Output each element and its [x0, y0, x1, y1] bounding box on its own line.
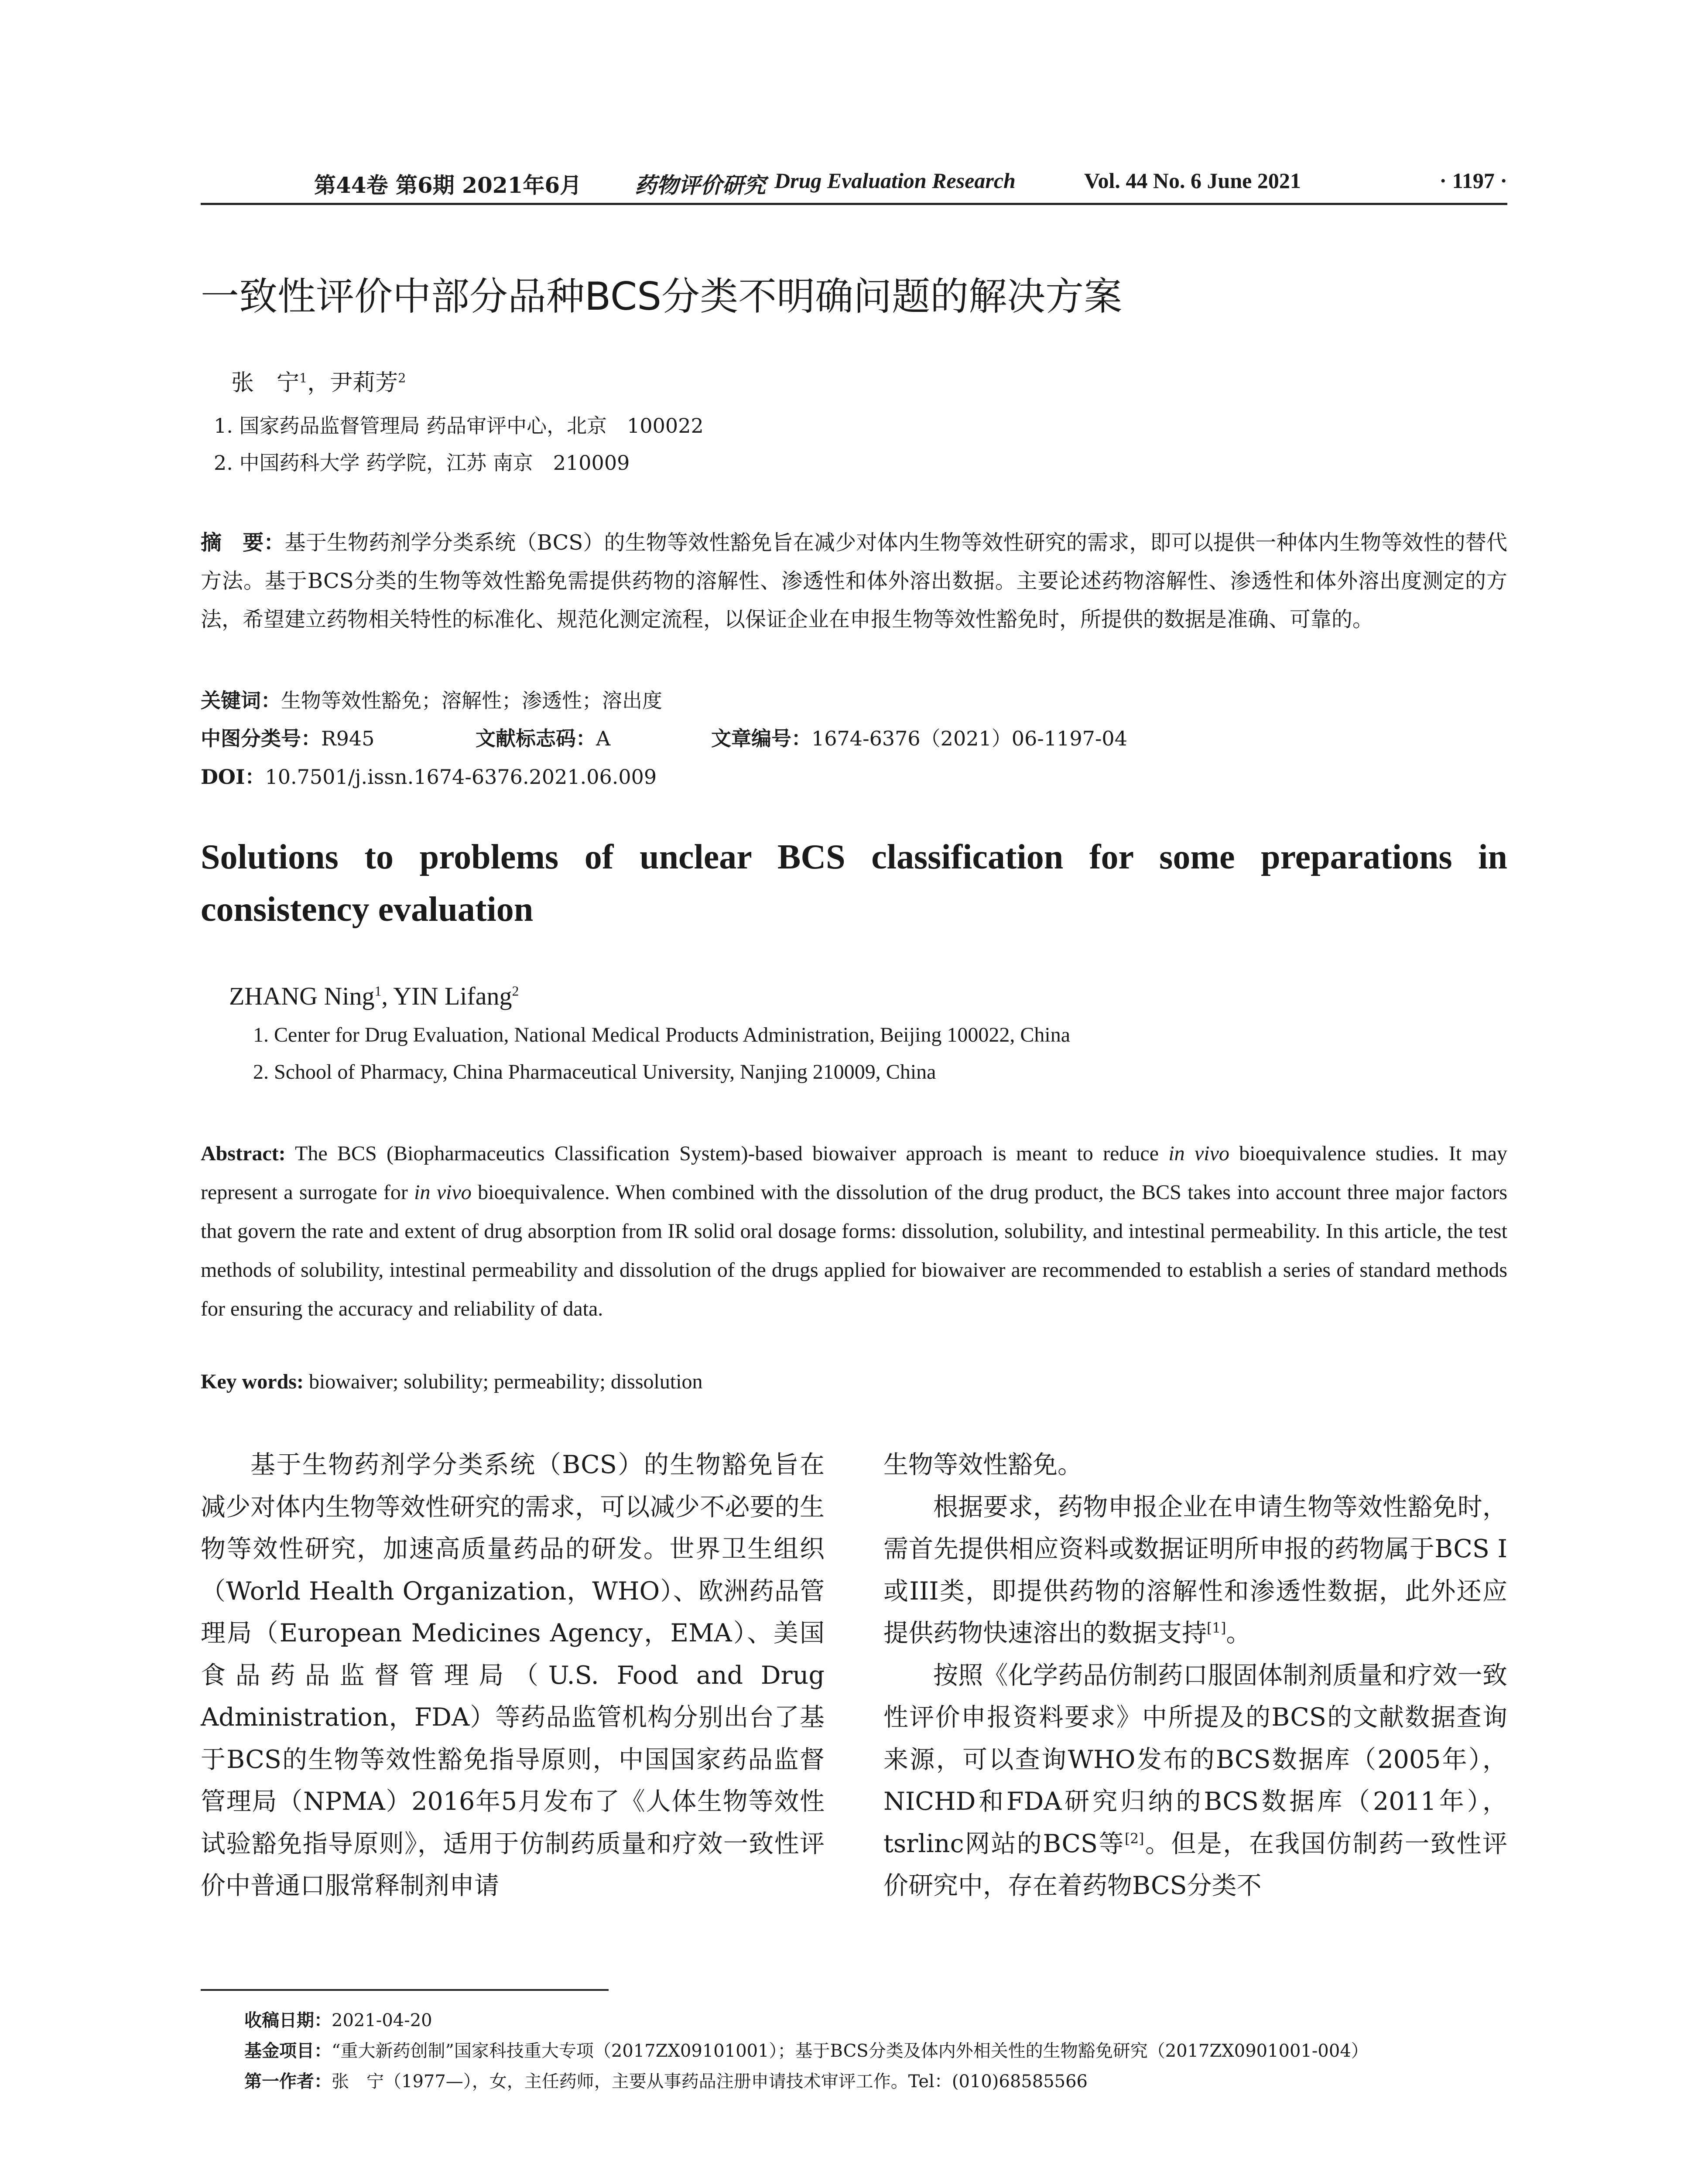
header-volume-cn: 第44卷 第6期 2021年6月	[314, 172, 582, 198]
abstract-en-italic-1: in vivo	[1168, 1142, 1229, 1165]
abstract-en-text-2: bioequivalence studies. It may represent a surrogate for	[201, 1142, 1508, 1204]
doi	[201, 761, 657, 790]
citation-ref: [2]	[1124, 1831, 1144, 1847]
abstract-en-text-3: bioequivalence. When combined with the dissolution of the drug product, the BCS takes into account three major factors that govern the rate and extent of drug absorption from IR solid oral dosage forms: dissolution, solubility, and intestinal permeability. In this article, the test methods of solubility, intestinal permeability and dissolution of the drugs applied for biowaiver are recommended to establish a series of standard methods for ensuring the accuracy and reliability of data.	[201, 1181, 1508, 1320]
body-text-end: 。但是，在我国仿制药一致性评价研究中，存在着药物BCS分类不	[883, 1829, 1507, 1900]
header-volume-en: Vol. 44 No. 6 June 2021	[1084, 168, 1301, 193]
footnote-received-value: 2021-04-20	[332, 2010, 432, 2031]
body-paragraph	[883, 1486, 1507, 1655]
footnote-divider	[201, 1989, 609, 1991]
affiliation-en-1: 1. Center for Drug Evaluation, National Medical Products Administration, Beijing 100022, China	[253, 1023, 1071, 1046]
body-text: 按照《化学药品仿制药口服固体制剂质量和疗效一致性评价申报资料要求》中所提及的BCS的文献数据查询来源，可以查询WHO发布的BCS数据库（2005年），NICHD和FDA研究归纳的BCS数据库（2011年），tsrlinc网站的BCS等	[883, 1661, 1507, 1858]
affiliation-cn-1: 1. 国家药品监督管理局 药品审评中心，北京 100022	[214, 414, 704, 438]
abstract-en-label: Abstract:	[201, 1142, 286, 1165]
clc	[201, 723, 374, 752]
footnote-author-label: 第一作者：	[244, 2071, 332, 2092]
title-en: Solutions to problems of unclear BCS classification for some preparations in consistency evaluation	[201, 838, 1507, 929]
author-en-1-sup: 1	[374, 983, 382, 999]
doc-code	[476, 723, 610, 752]
keywords-cn	[201, 685, 662, 714]
clc-value: R945	[321, 727, 375, 750]
author-sep-en: ,	[381, 982, 394, 1010]
author-cn-1-sup: 1	[299, 370, 308, 386]
keywords-en	[201, 1370, 703, 1394]
footnote-fund	[244, 2037, 1369, 2062]
body-paragraph	[883, 1655, 1507, 1907]
article-number-label: 文章编号：	[711, 727, 811, 750]
abstract-en	[201, 1134, 1507, 1328]
footnote-fund-value: “重大新药创制”国家科技重大专项（2017ZX09101001）；基于BCS分类及体内外相关性的生物豁免研究（2017ZX0901001-004）	[332, 2041, 1369, 2061]
abstract-cn-text: 基于生物药剂学分类系统（BCS）的生物等效性豁免旨在减少对体内生物等效性研究的需求，即可以提供一种体内生物等效性的替代方法。基于BCS分类的生物等效性豁免需提供药物的溶解性、渗透性和体外溶出数据。主要论述药物溶解性、渗透性和体外溶出度测定的方法，希望建立药物相关特性的标准化、规范化测定流程，以保证企业在申报生物等效性豁免时，所提供的数据是准确、可靠的。	[201, 530, 1507, 632]
footnote-received	[244, 2007, 432, 2031]
header-journal-en: Drug Evaluation Research	[774, 168, 1016, 193]
footnote-author-value: 张 宁（1977—），女，主任药师，主要从事药品注册申请技术审评工作。Tel：(010)68585566	[332, 2072, 1088, 2092]
title-cn: 一致性评价中部分品种BCS分类不明确问题的解决方案	[201, 274, 1123, 319]
footnote-fund-label: 基金项目：	[244, 2041, 332, 2061]
author-cn-2: 尹莉芳	[330, 370, 398, 396]
body-text-end: 。	[1226, 1619, 1251, 1648]
abstract-cn	[201, 523, 1507, 639]
body-paragraph-continued: 生物等效性豁免。	[883, 1450, 1082, 1479]
doc-code-label: 文献标志码：	[476, 727, 596, 750]
authors-en	[229, 981, 519, 1011]
author-en-1: ZHANG Ning	[229, 982, 375, 1010]
running-header	[201, 168, 1507, 205]
body-paragraph: 基于生物药剂学分类系统（BCS）的生物豁免旨在减少对体内生物等效性研究的需求，可以减少不必要的生物等效性研究，加速高质量药品的研发。世界卫生组织（World Health Organization，WHO）、欧洲药品管理局（European Medicines Agency，EMA）、美国食品药品监督管理局（U.S. Food and Drug Administration，FDA）等药品监管机构分别出台了基于BCS的生物等效性豁免指导原则，中国国家药品监督管理局（NPMA）2016年5月发布了《人体生物等效性试验豁免指导原则》，适用于仿制药质量和疗效一致性评价中普通口服常释制剂申请	[201, 1450, 825, 1900]
affiliation-en-2: 2. School of Pharmacy, China Pharmaceutical University, Nanjing 210009, China	[253, 1060, 936, 1084]
affiliation-cn-2: 2. 中国药科大学 药学院，江苏 南京 210009	[214, 451, 630, 475]
journal-logo-cn: 药物评价研究	[635, 172, 766, 198]
footnote-author	[244, 2068, 1088, 2092]
clc-label: 中图分类号：	[201, 727, 321, 750]
author-en-2: YIN Lifang	[393, 982, 512, 1010]
keywords-cn-label: 关键词：	[201, 689, 281, 712]
body-text: 根据要求，药物申报企业在申请生物等效性豁免时，需首先提供相应资料或数据证明所申报的药物属于BCS I或III类，即提供药物的溶解性和渗透性数据，此外还应提供药物快速溶出的数据支持	[883, 1492, 1507, 1648]
citation-ref: [1]	[1207, 1620, 1226, 1636]
author-en-2-sup: 2	[512, 983, 519, 999]
authors-cn	[231, 364, 406, 397]
page-number: · 1197 ·	[1439, 168, 1507, 193]
keywords-en-label: Key words:	[201, 1370, 304, 1393]
article-number	[711, 723, 1127, 752]
body-column-left	[201, 1444, 825, 1907]
doi-label: DOI：	[201, 765, 265, 789]
abstract-en-italic-2: in vivo	[414, 1181, 472, 1204]
article-number-value: 1674-6376（2021）06-1197-04	[811, 727, 1127, 750]
doc-code-value: A	[596, 727, 611, 750]
author-sep-cn: ，	[307, 370, 330, 396]
author-cn-2-sup: 2	[398, 370, 406, 386]
keywords-cn-text: 生物等效性豁免；溶解性；渗透性；溶出度	[281, 689, 662, 712]
body-column-right	[883, 1444, 1507, 1907]
keywords-en-text: biowaiver; solubility; permeability; dissolution	[303, 1370, 703, 1393]
abstract-cn-label: 摘 要：	[201, 530, 285, 555]
author-cn-1: 张 宁	[231, 370, 300, 396]
doi-value: 10.7501/j.issn.1674-6376.2021.06.009	[265, 765, 657, 789]
footnote-received-label: 收稿日期：	[244, 2010, 332, 2031]
abstract-en-text-1: The BCS (Biopharmaceutics Classification System)-based biowaiver approach is meant to reduce	[285, 1142, 1169, 1165]
